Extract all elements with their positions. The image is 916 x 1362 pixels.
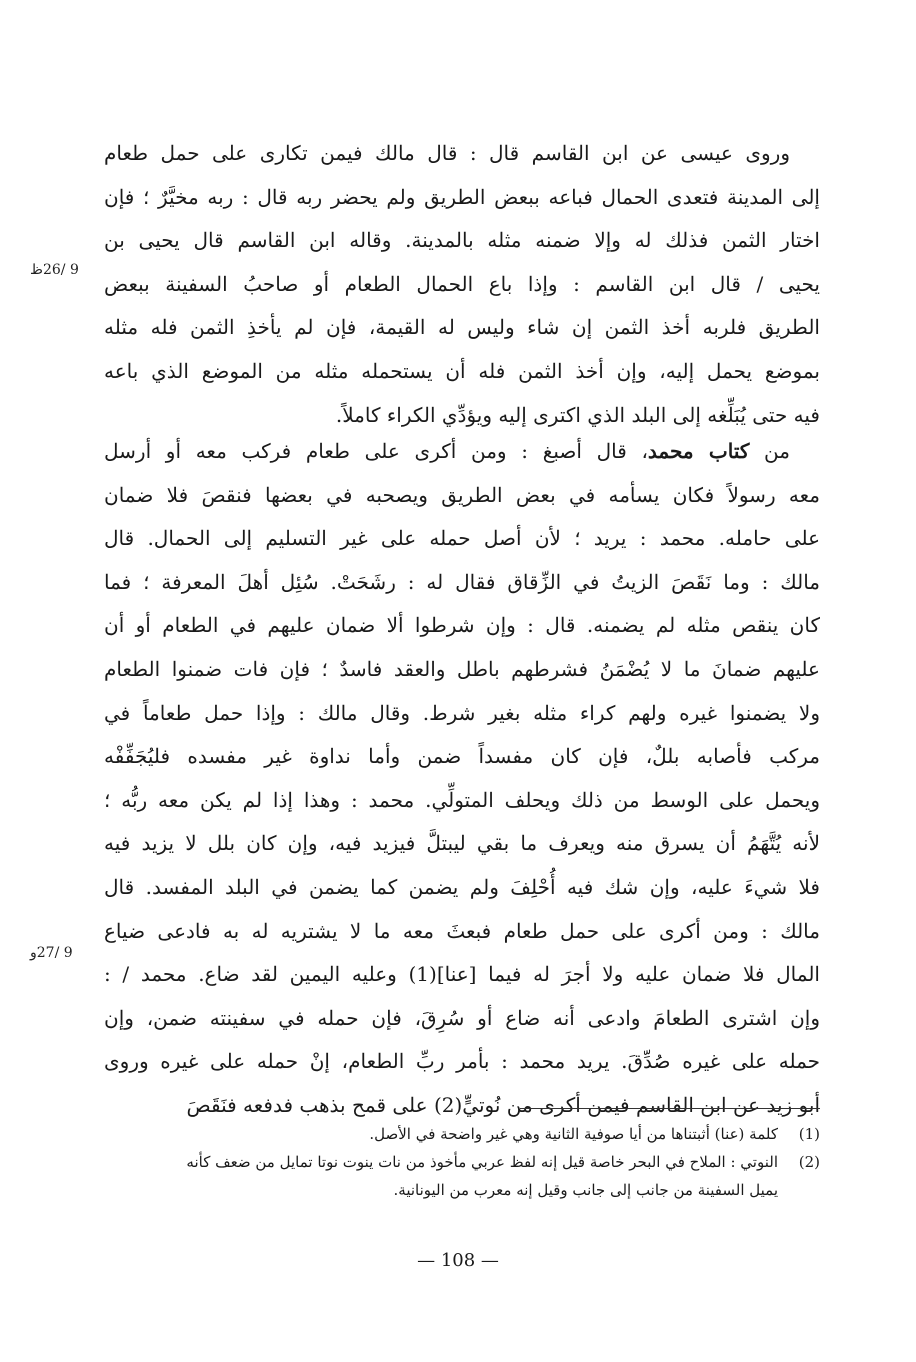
text-line: مركب فأصابه بللٌ، فإن كان مفسداً ضمن وأما نداوة غير مفسده فليُجَفِّفْه: [104, 744, 820, 769]
footnote: [104, 1120, 820, 1148]
page-number: — 108 —: [417, 1250, 499, 1271]
text-line: مالك : وما نَقَصَ الزيتُ في الزِّقاق فقال له : رشَحَتْ. سُئِل أهلَ المعرفة ؛ فما: [104, 569, 820, 594]
text-line: كان ينقص مثله لم يضمنه. قال : وإن شرطوا ألا ضمان عليهم في الطعام أو أن: [104, 613, 820, 638]
text-line: يحيى / قال ابن القاسم : وإذا باع الحمال الطعام أو صاحبُ السفينة ببعض: [104, 271, 820, 296]
paragraph-2-intro: من: [749, 439, 790, 463]
text-line: [104, 430, 820, 474]
text-line: مالك : ومن أكرى على حمل طعام فبعثَ معه ما لا يشتريه له به فادعى ضياع: [104, 918, 820, 943]
footnote-line: النوتي : الملاح في البحر خاصة قيل إنه لفظ عربي مأخوذ من نات ينوت نوتا تمايل من ضعف كأنه: [186, 1153, 778, 1171]
text-line: الطريق فلربه أخذ الثمن إن شاء وليس له القيمة، فإن لم يأخذِ الثمن فله مثله: [104, 315, 820, 340]
footnote-number: (1): [798, 1125, 820, 1143]
margin-folio-note: 9 /27و: [30, 945, 73, 961]
text-line: فيه حتى يُبَلِّغه إلى البلد الذي اكترى إليه ويؤدِّي الكراء كاملاً.: [335, 402, 820, 427]
text-line: وروى عيسى عن ابن القاسم قال : قال مالك فيمن تكارى على حمل طعام: [104, 141, 790, 165]
text-line: ويحمل على الوسط من ذلك ويحلف المتولِّي. محمد : وهذا إذا لم يكن معه ربُّه ؛: [104, 787, 820, 812]
text-line: إلى المدينة فتعدى الحمال فباعه ببعض الطريق ولم يحضر ربه قال : ربه مخيَّرٌ ؛ فإن: [104, 184, 820, 209]
text-line: على حامله. محمد : يريد ؛ لأن أصل حمله على غير التسليم إلى الحمال. قال: [104, 526, 820, 551]
footnote-number: (2): [798, 1153, 820, 1171]
text-line: عليهم ضمانَ ما لا يُضْمَنُ فشرطهم باطل والعقد فاسدٌ ؛ فإن فات ضمنوا الطعام: [104, 656, 820, 681]
text-line: لأنه يُتَّهَمُ أن يسرق منه ويعرف ما بقي ليبتلَّ فيزيد فيه، وإن كان بلل لا يزيد فيه: [104, 831, 820, 856]
footnote-body: [104, 1148, 778, 1204]
text-line: بموضع يحمل إليه، وإن أخذ الثمن فله أن يستحمله مثله من الموضع الذي باعه: [104, 358, 820, 383]
text-line: وإن اشترى الطعامَ وادعى أنه ضاع أو سُرِقَ، فإن حمله في سفينته ضمن، وإن: [104, 1005, 820, 1030]
paragraph-2-continuation: ، قال أصبغ : ومن أكرى على طعام فركب معه أو أرسل: [104, 439, 648, 463]
footnote-line: كلمة (عنا) أثبتناها من أيا صوفية الثانية وهي غير واضحة في الأصل.: [369, 1125, 778, 1143]
footnote: [104, 1148, 820, 1204]
book-title: كتاب محمد: [647, 439, 750, 463]
margin-folio-note: 9 /26ظ: [30, 262, 79, 278]
paragraph-2: [104, 430, 820, 1128]
text-line: المال فلا ضمان عليه ولا أجرَ له فيما [عنا](1) وعليه اليمين لقد ضاع. محمد / :: [104, 962, 820, 987]
text-line: معه رسولاً فكان يسأمه في بعض الطريق ويصحبه في بعضها فنقصَ فلا ضمان: [104, 482, 820, 507]
text-line: ولا يضمنوا غيره ولهم كراء مثله بغير شرط. وقال مالك : وإذا حمل طعاماً في: [104, 700, 820, 725]
text-line: فلا شيءَ عليه، وإن شك فيه أُحْلِفَ ولم يضمن كما يضمن في البلد المفسد. قال: [104, 874, 820, 899]
paragraph-1: [104, 132, 820, 437]
footnote-body: [104, 1120, 778, 1148]
footnote-line: يميل السفينة من جانب إلى جانب وقيل إنه معرب من اليونانية.: [393, 1181, 778, 1199]
text-line: أبو زيد عن ابن القاسم فيمن أكرى من نُوتيٍّ(2) على قمح بذهب فدفعه فنَقَصَ: [186, 1092, 820, 1117]
text-line: اختار الثمن فذلك له وإلا ضمنه مثله بالمدينة. وقاله ابن القاسم قال يحيى بن: [104, 228, 820, 253]
footnotes: [104, 1120, 820, 1204]
text-line: حمله على غيره صُدِّقَ. يريد محمد : بأمر ربِّ الطعام، إنْ حمله على غيره وروى: [104, 1049, 820, 1074]
footnote-separator: [520, 1108, 820, 1109]
